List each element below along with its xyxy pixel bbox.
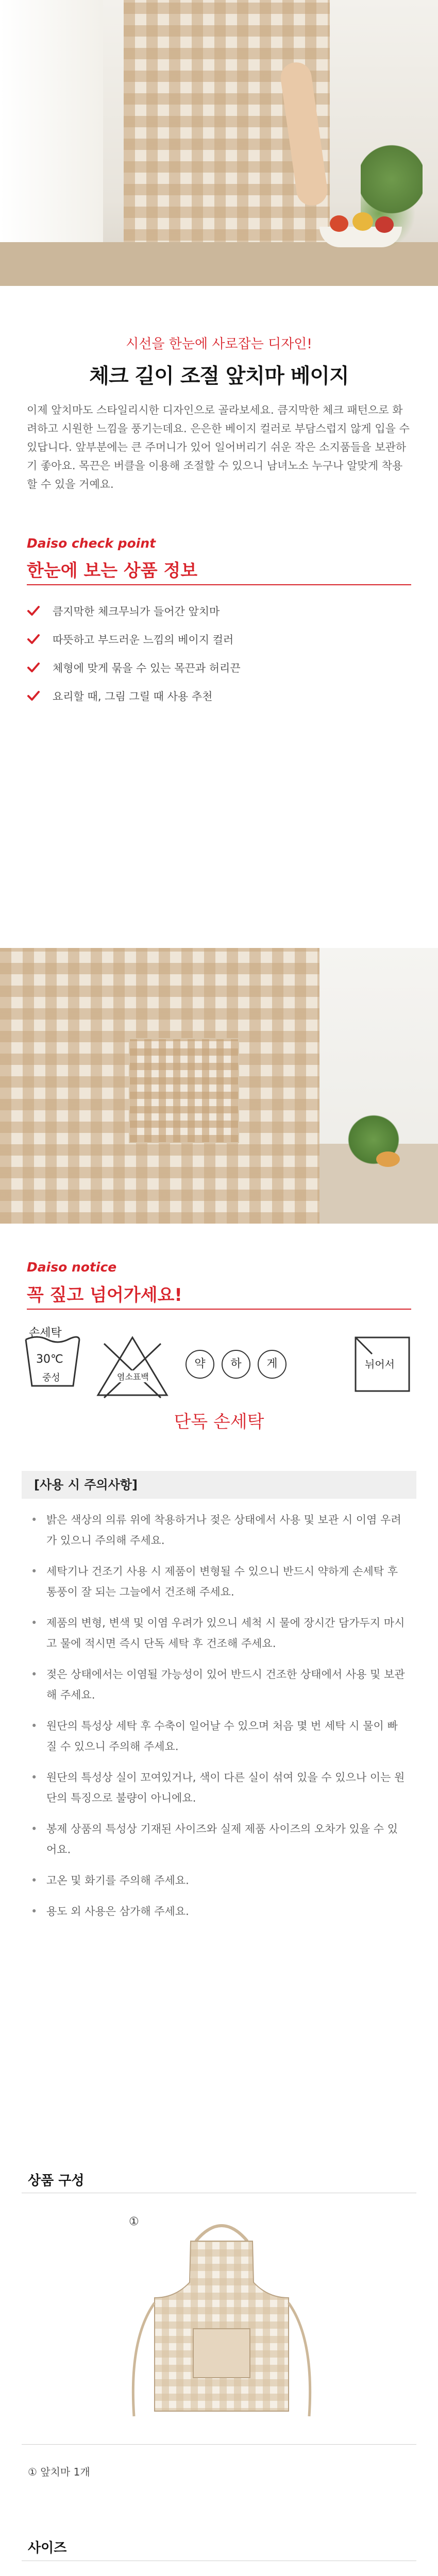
precaution-item: • 봉제 상품의 특성상 기재된 사이즈와 실제 제품 사이즈의 오차가 있을 수 있어요.	[31, 1819, 407, 1860]
mannequin-photo	[0, 948, 438, 1224]
hand-wash-only: 단독 손세탁	[174, 1412, 264, 1432]
check-point-label-ko: 한눈에 보는 상품 정보	[27, 561, 198, 581]
composition-title: 상품 구성	[28, 2173, 85, 2189]
check-icon	[27, 661, 40, 674]
precaution-item: • 젖은 상태에서는 이염될 가능성이 있어 반드시 건조한 상태에서 사용 및 보관해 주세요.	[31, 1664, 407, 1705]
hero-fruit	[330, 215, 348, 232]
flat-dry-label: 뉘어서	[365, 1358, 395, 1370]
notice-label-ko: 꼭 짚고 넘어가세요!	[27, 1285, 182, 1306]
intro-title: 체크 길이 조절 앞치마 베이지	[89, 364, 349, 388]
precaution-title: [사용 시 주의사항]	[22, 1471, 416, 1499]
check-point-text: 큼지막한 체크무늬가 들어간 앞치마	[53, 605, 220, 618]
iron-char: 약	[186, 1350, 214, 1379]
wash-detergent: 중성	[42, 1372, 60, 1383]
intro-subtitle: 시선을 한눈에 사로잡는 디자인!	[126, 336, 312, 352]
size-title: 사이즈	[28, 2540, 67, 2556]
check-point-text: 따뜻하고 부드러운 느낌의 베이지 컬러	[53, 633, 234, 646]
check-icon	[27, 689, 40, 703]
precaution-item: • 제품의 변형, 변색 및 이염 우려가 있으니 세척 시 물에 장시간 담가두지 마시고 물에 적시면 즉시 단독 세탁 후 건조해 주세요.	[31, 1613, 407, 1654]
wash-temp: 30℃	[36, 1353, 63, 1366]
check-point-text: 체형에 맞게 묶을 수 있는 목끈과 허리끈	[53, 662, 241, 674]
no-bleach-label: 염소표백	[117, 1370, 149, 1382]
composition-marker: ①	[129, 2215, 139, 2228]
iron-char: 게	[258, 1350, 287, 1379]
hero-fruit	[375, 216, 394, 233]
precaution-list	[0, 1510, 438, 1932]
composition-caption: ① 앞치마 1개	[28, 2466, 90, 2478]
precaution-item: • 원단의 특성상 세탁 후 수축이 일어날 수 있으며 처음 몇 번 세탁 시 물이 빠질 수 있으니 주의해 주세요.	[31, 1716, 407, 1757]
check-icon	[27, 633, 40, 646]
hero-fruit	[352, 212, 373, 231]
check-point-item	[0, 597, 438, 625]
check-point-divider	[27, 584, 411, 585]
check-point-label-en: Daiso check point	[27, 536, 156, 551]
notice-label-en: Daiso notice	[27, 1260, 117, 1275]
mannequin-plant	[335, 1103, 412, 1164]
hero-photo	[0, 0, 438, 286]
precaution-item: • 세탁기나 건조기 사용 시 제품이 변형될 수 있으니 반드시 약하게 손세탁 후 통풍이 잘 되는 그늘에서 건조해 주세요.	[31, 1561, 407, 1602]
hero-counter	[0, 242, 438, 286]
composition-apron-illustration	[119, 2221, 325, 2427]
precaution-item: • 밝은 색상의 의류 위에 착용하거나 젖은 상태에서 사용 및 보관 시 이염 우려가 있으니 주의해 주세요.	[31, 1510, 407, 1551]
check-icon	[27, 604, 40, 618]
care-symbols	[22, 1319, 416, 1443]
no-bleach-icon	[94, 1333, 171, 1400]
hand-wash-label: 손세탁	[29, 1327, 62, 1340]
check-point-list	[0, 597, 438, 710]
check-point-item	[0, 653, 438, 682]
precaution-item: • 원단의 특성상 실이 꼬여있거나, 색이 다른 실이 섞여 있을 수 있으나 이는 원단의 특징으로 불량이 아니에요.	[31, 1767, 407, 1808]
check-point-item	[0, 682, 438, 710]
composition-divider-bottom	[22, 2444, 416, 2445]
check-point-text: 요리할 때, 그림 그릴 때 사용 추천	[53, 690, 213, 703]
precaution-item: • 고온 및 화기를 주의해 주세요.	[31, 1870, 407, 1891]
iron-char: 하	[222, 1350, 250, 1379]
mannequin-pocket	[129, 1038, 239, 1143]
notice-divider	[27, 1309, 411, 1310]
check-point-item	[0, 625, 438, 653]
precaution-item: • 용도 외 사용은 삼가해 주세요.	[31, 1901, 407, 1922]
mannequin-fruit	[376, 1151, 400, 1167]
intro-paragraph: 이제 앞치마도 스타일리시한 디자인으로 골라보세요. 큼지막한 체크 패턴으로 화려하고 시원한 느낌을 풍기는데요. 은은한 베이지 컬러로 부담스럽지 않게 입을 수 있답니다. 앞부분에는 큰 주머니가 있어 일어버리기 쉬운 작은 소지품들을 보관하기 좋아요. 목끈은 버클을 이용해 조절할 수 있으니 남녀노소 누구나 알맞게 착용할 수 있을 거예요.	[27, 404, 410, 490]
